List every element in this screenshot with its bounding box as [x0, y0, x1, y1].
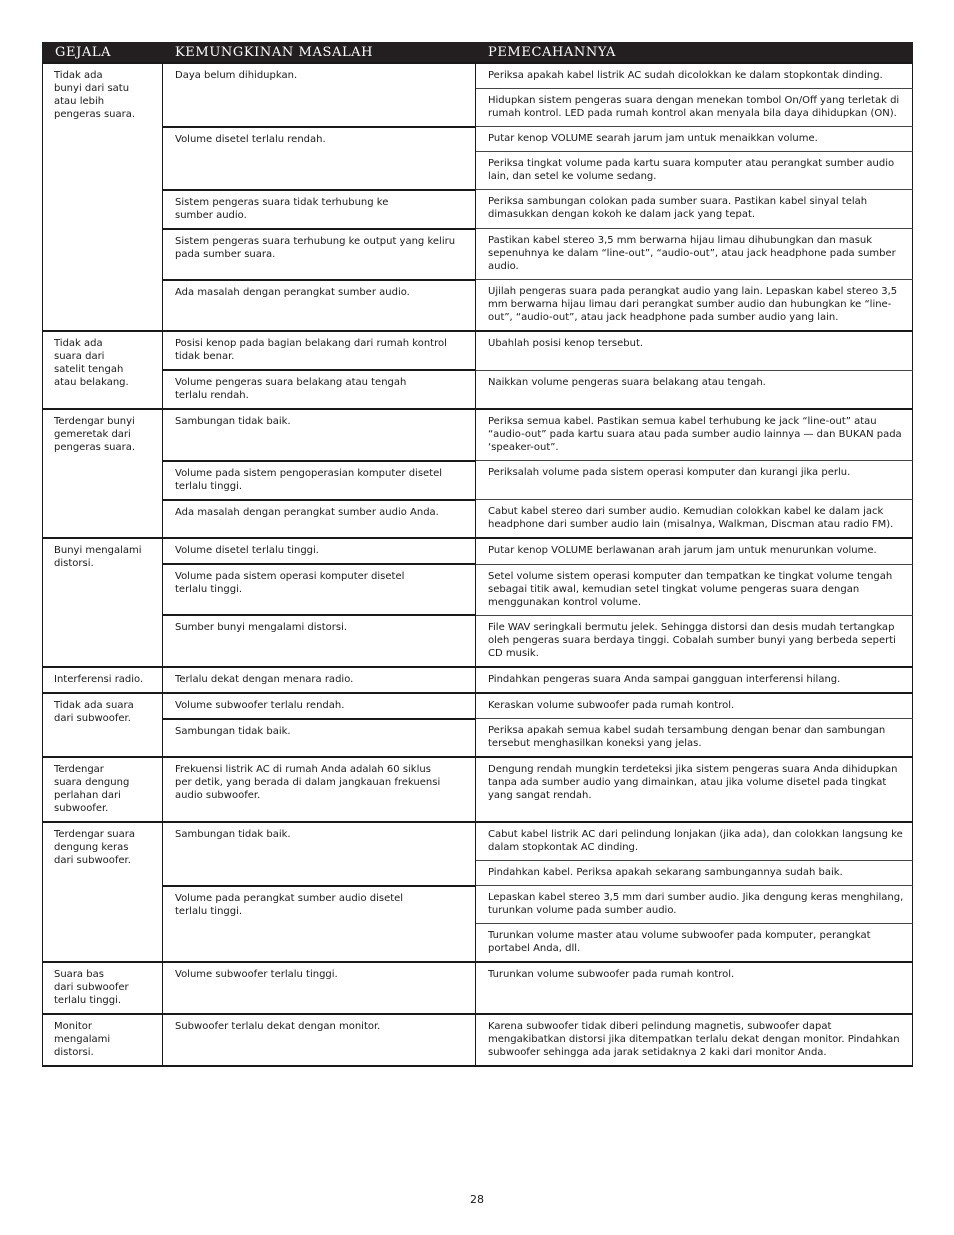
header-pemecahannya: PEMECAHANNYA [476, 42, 913, 63]
problem-cell: Sumber bunyi mengalami distorsi. [163, 615, 476, 667]
solution-cell: Ubahlah posisi kenop tersebut. [476, 331, 913, 370]
table-header-row [43, 42, 913, 63]
table-row [43, 693, 913, 719]
solution-cell: Periksa sambungan colokan pada sumber suara. Pastikan kabel sinyal telah dimasukkan dengan kokoh ke dalam jack yang tepat. [476, 190, 913, 229]
solution-cell: Periksalah volume pada sistem operasi komputer dan kurangi jika perlu. [476, 461, 913, 500]
solution-cell: Karena subwoofer tidak diberi pelindung magnetis, subwoofer dapat mengakibatkan distorsi jika ditempatkan terlalu dekat dengan monitor. Pindahkan subwoofer sehingga ada jarak setidaknya 2 kaki dari monitor Anda. [476, 1014, 913, 1066]
solution-cell: File WAV seringkali bermutu jelek. Sehingga distorsi dan desis mudah tertangkap oleh pengeras suara berdaya tinggi. Cobalah sumber bunyi yang berbeda seperti CD musik. [476, 615, 913, 667]
table-row [43, 962, 913, 1014]
problem-cell: Posisi kenop pada bagian belakang dari rumah kontrol tidak benar. [163, 331, 476, 370]
table-row [43, 1014, 913, 1066]
table-row [43, 280, 913, 332]
table-row [43, 822, 913, 861]
problem-cell: Sistem pengeras suara tidak terhubung ke sumber audio. [163, 190, 476, 229]
solution-cell: Periksa apakah semua kabel sudah tersambung dengan benar dan sambungan tersebut menghasilkan koneksi yang jelas. [476, 719, 913, 758]
solution-cell: Ujilah pengeras suara pada perangkat audio yang lain. Lepaskan kabel stereo 3,5 mm berwarna hijau limau dari perangkat sumber audio dan hubungkan ke “line-out”, “audio-out”, atau jack headphone pada sumber audio yang lain. [476, 280, 913, 332]
problem-cell: Sambungan tidak baik. [163, 409, 476, 461]
symptom-cell: Monitor mengalami distorsi. [43, 1014, 163, 1066]
table-row [43, 719, 913, 758]
solution-cell: Setel volume sistem operasi komputer dan tempatkan ke tingkat volume tengah sebagai titik awal, kemudian setel tingkat volume pengeras suara dengan menggunakan kontrol volume. [476, 564, 913, 615]
solution-cell: Lepaskan kabel stereo 3,5 mm dari sumber audio. Jika dengung keras menghilang, turunkan volume pada sumber audio. [476, 886, 913, 924]
solution-cell: Pindahkan kabel. Periksa apakah sekarang sambungannya sudah baik. [476, 861, 913, 886]
table-row [43, 190, 913, 229]
table-row [43, 667, 913, 693]
symptom-cell: Interferensi radio. [43, 667, 163, 693]
table-row [43, 538, 913, 564]
solution-cell: Periksa semua kabel. Pastikan semua kabel terhubung ke jack “line-out” atau “audio-out” pada kartu suara atau pada sumber audio lainnya — dan BUKAN pada ‘speaker-out”. [476, 409, 913, 461]
problem-cell: Sambungan tidak baik. [163, 822, 476, 886]
table-row [43, 370, 913, 409]
solution-cell: Periksa apakah kabel listrik AC sudah dicolokkan ke dalam stopkontak dinding. [476, 63, 913, 89]
solution-cell: Naikkan volume pengeras suara belakang atau tengah. [476, 370, 913, 409]
problem-cell: Ada masalah dengan perangkat sumber audio Anda. [163, 500, 476, 539]
symptom-cell: Tidak ada suara dari subwoofer. [43, 693, 163, 758]
problem-cell: Volume pada sistem pengoperasian komputer disetel terlalu tinggi. [163, 461, 476, 500]
table-row [43, 229, 913, 280]
symptom-cell: Terdengar suara dengung keras dari subwoofer. [43, 822, 163, 962]
solution-cell: Putar kenop VOLUME searah jarum jam untuk menaikkan volume. [476, 127, 913, 152]
solution-cell: Keraskan volume subwoofer pada rumah kontrol. [476, 693, 913, 719]
table-row [43, 461, 913, 500]
table-row [43, 757, 913, 822]
solution-cell: Hidupkan sistem pengeras suara dengan menekan tombol On/Off yang terletak di rumah kontrol. LED pada rumah kontrol akan menyala bila daya dihidupkan (ON). [476, 89, 913, 127]
symptom-cell: Tidak ada bunyi dari satu atau lebih pengeras suara. [43, 63, 163, 331]
table-row [43, 615, 913, 667]
table-row [43, 886, 913, 924]
problem-cell: Subwoofer terlalu dekat dengan monitor. [163, 1014, 476, 1066]
solution-cell: Turunkan volume subwoofer pada rumah kontrol. [476, 962, 913, 1014]
troubleshooting-table [42, 42, 913, 1067]
problem-cell: Volume subwoofer terlalu rendah. [163, 693, 476, 719]
problem-cell: Volume pada sistem operasi komputer disetel terlalu tinggi. [163, 564, 476, 615]
solution-cell: Dengung rendah mungkin terdeteksi jika sistem pengeras suara Anda dihidupkan tanpa ada sumber audio yang dimainkan, atau jika volume disetel pada tingkat yang sangat rendah. [476, 757, 913, 822]
header-kemungkinan-masalah: KEMUNGKINAN MASALAH [163, 42, 476, 63]
problem-cell: Terlalu dekat dengan menara radio. [163, 667, 476, 693]
solution-cell: Periksa tingkat volume pada kartu suara komputer atau perangkat sumber audio lain, dan setel ke volume sedang. [476, 152, 913, 190]
table-row [43, 331, 913, 370]
problem-cell: Sambungan tidak baik. [163, 719, 476, 758]
table-row [43, 564, 913, 615]
symptom-cell: Bunyi mengalami distorsi. [43, 538, 163, 667]
problem-cell: Volume subwoofer terlalu tinggi. [163, 962, 476, 1014]
table-body [43, 63, 913, 1066]
solution-cell: Pindahkan pengeras suara Anda sampai gangguan interferensi hilang. [476, 667, 913, 693]
problem-cell: Frekuensi listrik AC di rumah Anda adalah 60 siklus per detik, yang berada di dalam jangkauan frekuensi audio subwoofer. [163, 757, 476, 822]
solution-cell: Pastikan kabel stereo 3,5 mm berwarna hijau limau dihubungkan dan masuk sepenuhnya ke dalam “line-out”, “audio-out”, atau jack headphone pada sumber audio. [476, 229, 913, 280]
symptom-cell: Tidak ada suara dari satelit tengah atau belakang. [43, 331, 163, 409]
problem-cell: Volume disetel terlalu tinggi. [163, 538, 476, 564]
solution-cell: Turunkan volume master atau volume subwoofer pada komputer, perangkat portabel Anda, dll. [476, 924, 913, 963]
solution-cell: Cabut kabel listrik AC dari pelindung lonjakan (jika ada), dan colokkan langsung ke dalam stopkontak AC dinding. [476, 822, 913, 861]
table-row [43, 409, 913, 461]
symptom-cell: Terdengar bunyi gemeretak dari pengeras suara. [43, 409, 163, 538]
problem-cell: Daya belum dihidupkan. [163, 63, 476, 127]
problem-cell: Sistem pengeras suara terhubung ke output yang keliru pada sumber suara. [163, 229, 476, 280]
table-row [43, 127, 913, 152]
table-row [43, 63, 913, 89]
page-number: 28 [470, 1193, 484, 1206]
problem-cell: Volume pengeras suara belakang atau tengah terlalu rendah. [163, 370, 476, 409]
symptom-cell: Suara bas dari subwoofer terlalu tinggi. [43, 962, 163, 1014]
solution-cell: Putar kenop VOLUME berlawanan arah jarum jam untuk menurunkan volume. [476, 538, 913, 564]
header-gejala: GEJALA [43, 42, 163, 63]
problem-cell: Ada masalah dengan perangkat sumber audio. [163, 280, 476, 332]
symptom-cell: Terdengar suara dengung perlahan dari subwoofer. [43, 757, 163, 822]
problem-cell: Volume disetel terlalu rendah. [163, 127, 476, 190]
problem-cell: Volume pada perangkat sumber audio disetel terlalu tinggi. [163, 886, 476, 963]
solution-cell: Cabut kabel stereo dari sumber audio. Kemudian colokkan kabel ke dalam jack headphone dari sumber audio lain (misalnya, Walkman, Discman atau radio FM). [476, 500, 913, 539]
table-row [43, 500, 913, 539]
